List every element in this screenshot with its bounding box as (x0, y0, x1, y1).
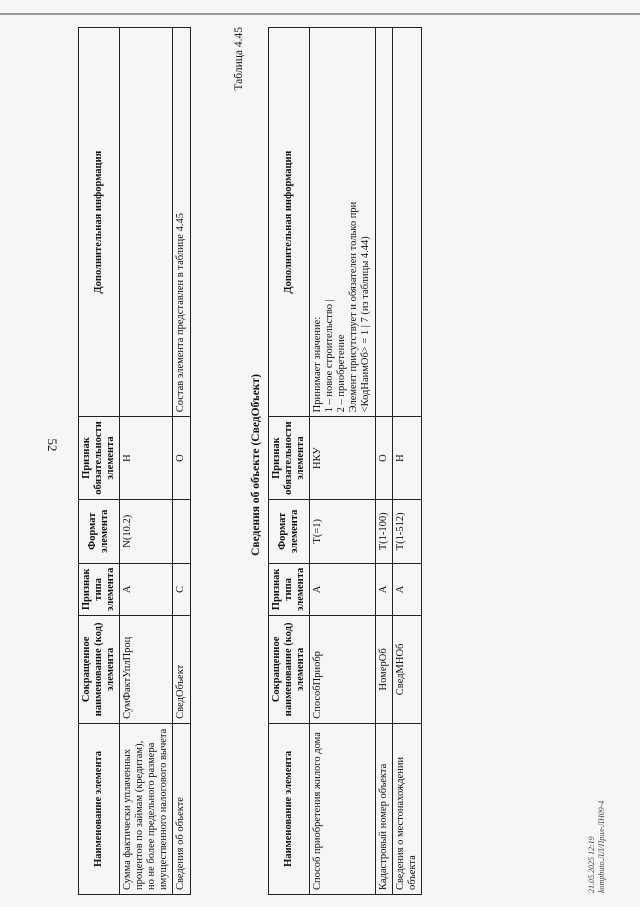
cell-format: T(1-512) (392, 499, 421, 563)
elements-table-1 (78, 27, 191, 895)
cell-info (375, 28, 392, 417)
table-header-row (269, 28, 310, 895)
cell-code: НомерОб (375, 616, 392, 724)
cell-required: О (173, 417, 190, 500)
header-info: Дополнительная информация (79, 28, 120, 417)
cell-name: Сумма фактически уплаченных процентов по займам (кредитам), но не более предельного размера имущественного налогового вычета (120, 723, 173, 894)
cell-info (120, 28, 173, 417)
table-caption: Таблица 4.45 (233, 27, 245, 91)
header-format: Формат элемента (79, 499, 120, 563)
table-row (375, 28, 392, 895)
cell-format: T(1-100) (375, 499, 392, 563)
cell-format (173, 499, 190, 563)
info-line: 1 – новое строительство | (324, 299, 336, 413)
cell-required: Н (120, 417, 173, 500)
table-row (120, 28, 173, 895)
print-stamp (587, 801, 607, 893)
cell-code: СведОбъект (173, 615, 190, 723)
info-line: Элемент присутствует и обязателен только при (348, 201, 360, 413)
header-required: Признак обязательности элемента (79, 417, 120, 500)
header-type: Признак типа элемента (269, 563, 310, 615)
cell-type: А (310, 563, 375, 615)
cell-code: СведМНОб (392, 616, 421, 724)
cell-required: О (375, 417, 392, 500)
cell-name: Сведения об объекте (173, 723, 190, 894)
cell-type: С (173, 563, 190, 615)
section-title: Сведения об объекте (СведОбъект) (250, 374, 262, 556)
cell-name: Способ приобретения жилого дома (310, 723, 375, 894)
table-row (392, 28, 421, 895)
header-name: Наименование элемента (269, 723, 310, 894)
cell-required: Н (392, 417, 421, 500)
cell-info: Состав элемента представлен в таблице 4.45 (173, 28, 190, 417)
header-name: Наименование элемента (79, 723, 120, 894)
rotated-page-content (0, 27, 640, 907)
cell-format: N(10.2) (120, 499, 173, 563)
header-format: Формат элемента (269, 499, 310, 563)
table-header-row (79, 28, 120, 895)
stamp-line: kompbuto.ЛЛ/Прил-ЛН09-4 (597, 800, 606, 893)
cell-type: А (392, 563, 421, 615)
header-code: Сокращенное наименование (код) элемента (79, 615, 120, 723)
cell-type: А (120, 563, 173, 615)
cell-info (392, 28, 421, 417)
info-line: 2 – приобретение (336, 334, 348, 413)
stamp-line: 21.05.2025 12:19 (587, 836, 596, 893)
info-line: <КодНаимОб> = 1 | 7 (из таблицы 4.44) (360, 236, 372, 413)
header-type: Признак типа элемента (79, 563, 120, 615)
cell-info (310, 28, 375, 417)
cell-required: НКУ (310, 417, 375, 500)
elements-table-2 (268, 27, 422, 895)
cell-type: А (375, 563, 392, 615)
page-number: 52 (45, 438, 60, 452)
cell-name: Сведения о местонахождении объекта (392, 723, 421, 894)
cell-code: СпособПриобр (310, 616, 375, 724)
cell-code: СумФактУплПроц (120, 615, 173, 723)
header-info: Дополнительная информация (269, 28, 310, 417)
table-row (173, 28, 190, 895)
info-line: Принимает значение: (312, 316, 324, 413)
header-code: Сокращенное наименование (код) элемента (269, 616, 310, 724)
header-required: Признак обязательности элемента (269, 417, 310, 500)
top-edge-line (0, 13, 640, 15)
cell-name: Кадастровый номер объекта (375, 723, 392, 894)
cell-format: T(=1) (310, 499, 375, 563)
table-row (310, 28, 375, 895)
